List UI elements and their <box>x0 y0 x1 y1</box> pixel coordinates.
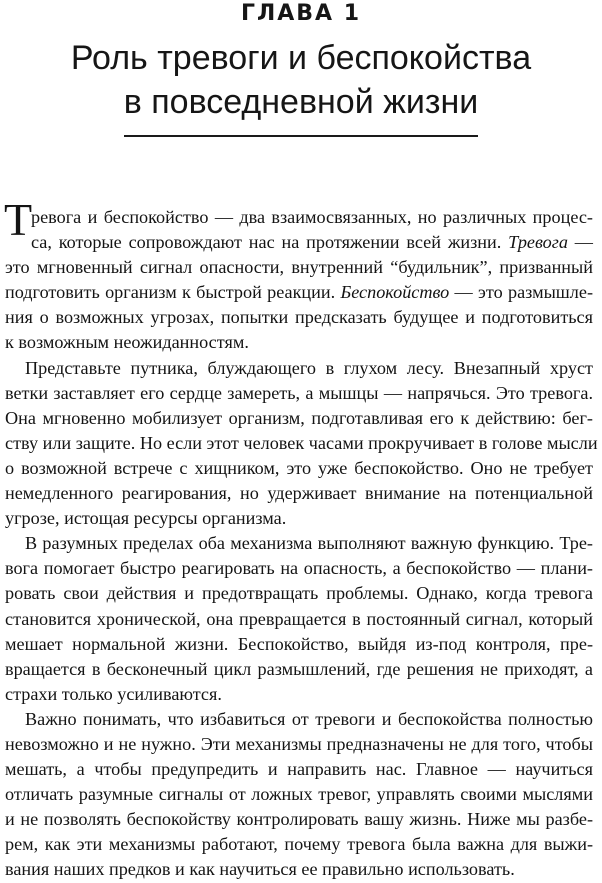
paragraph-1 <box>4 194 594 356</box>
text-line: ровать свои действия и предотвращать проблемы. Однако, когда тревога <box>5 583 593 604</box>
text-line: становится хронической, она превращается в постоянный сигнал, который <box>5 608 593 629</box>
title-divider <box>124 135 478 137</box>
chapter-title <box>20 36 582 124</box>
text-line: ветки заставляет его сердце замереть, а мышцы — напрячься. Это тревога. <box>5 382 593 403</box>
text-line: мешать, а чтобы предупредить и направить нас. Главное — научиться <box>5 759 593 780</box>
text-line: подготовить организм к быстрой реакции. Беспокойство — это размышле- <box>5 282 594 303</box>
paragraph-3 <box>5 531 593 707</box>
text-line: о возможной встрече с хищником, это уже беспокойство. Оно не требует <box>5 457 593 478</box>
italic-term: Беспокойство <box>340 282 450 303</box>
text-line: ству или защите. Но если этот человек часами прокручивает в голове мысли <box>5 432 598 453</box>
text-line: угрозе, истощая ресурсы организма. <box>5 508 287 529</box>
text-line: Важно понимать, что избавиться от тревоги и беспокойства полностью <box>25 708 593 729</box>
text-line: Представьте путника, блуждающего в глухом лесу. Внезапный хруст <box>25 357 593 378</box>
text-line: ревога и беспокойство — два взаимосвязанных, но различных процес- <box>31 207 593 227</box>
text-line: и не позволять беспокойству контролировать вашу жизнь. Ниже мы разбе- <box>5 809 593 830</box>
text-line: немедленного реагирования, но удерживает внимание на потенциальной <box>5 483 593 504</box>
text-line: мешает нормальной жизни. Беспокойство, выйдя из-под контроля, пре- <box>5 633 593 654</box>
text-line: вога помогает быстро реагировать на опасность, а беспокойство — плани- <box>5 558 593 579</box>
text-line: отличать разумные сигналы от ложных тревог, управлять своими мыслями <box>5 784 593 805</box>
chapter-title-line-1: Роль тревоги и беспокойства <box>70 39 532 77</box>
text-line: невозможно и не нужно. Эти механизмы предназначены не для того, чтобы <box>5 733 593 754</box>
chapter-title-line-2: в повседневной жизни <box>123 83 479 121</box>
italic-term: Тревога <box>508 232 568 253</box>
text-line: вращается в бесконечный цикл размышлений, где решения не приходят, а <box>5 658 593 679</box>
text-line: вания наших предков и как научиться ее правильно использовать. <box>5 859 515 880</box>
text-line: страхи только усиливаются. <box>5 683 222 704</box>
drop-cap-letter: Т <box>4 194 33 245</box>
paragraph-4 <box>5 707 593 883</box>
text-line: рем, как эти механизмы работают, почему тревога была важна для выжи- <box>5 834 593 855</box>
body-text <box>4 194 598 883</box>
chapter-label: ГЛАВА 1 <box>240 1 362 26</box>
text-line: Она мгновенно мобилизует организм, подготавливая его к действию: бег- <box>5 407 593 428</box>
text-line: это мгновенный сигнал опасности, внутренний “будильник”, призванный <box>5 257 593 278</box>
text-line: са, которые сопровождают нас на протяжении всей жизни. Тревога — <box>31 232 593 253</box>
text-line: к возможным неожиданностям. <box>5 332 249 353</box>
text-line: ния о возможных угрозах, попытки предсказать будущее и подготовиться <box>5 307 593 328</box>
paragraph-2 <box>5 356 598 532</box>
text-line: В разумных пределах оба механизма выполняют важную функцию. Тре- <box>25 533 593 554</box>
